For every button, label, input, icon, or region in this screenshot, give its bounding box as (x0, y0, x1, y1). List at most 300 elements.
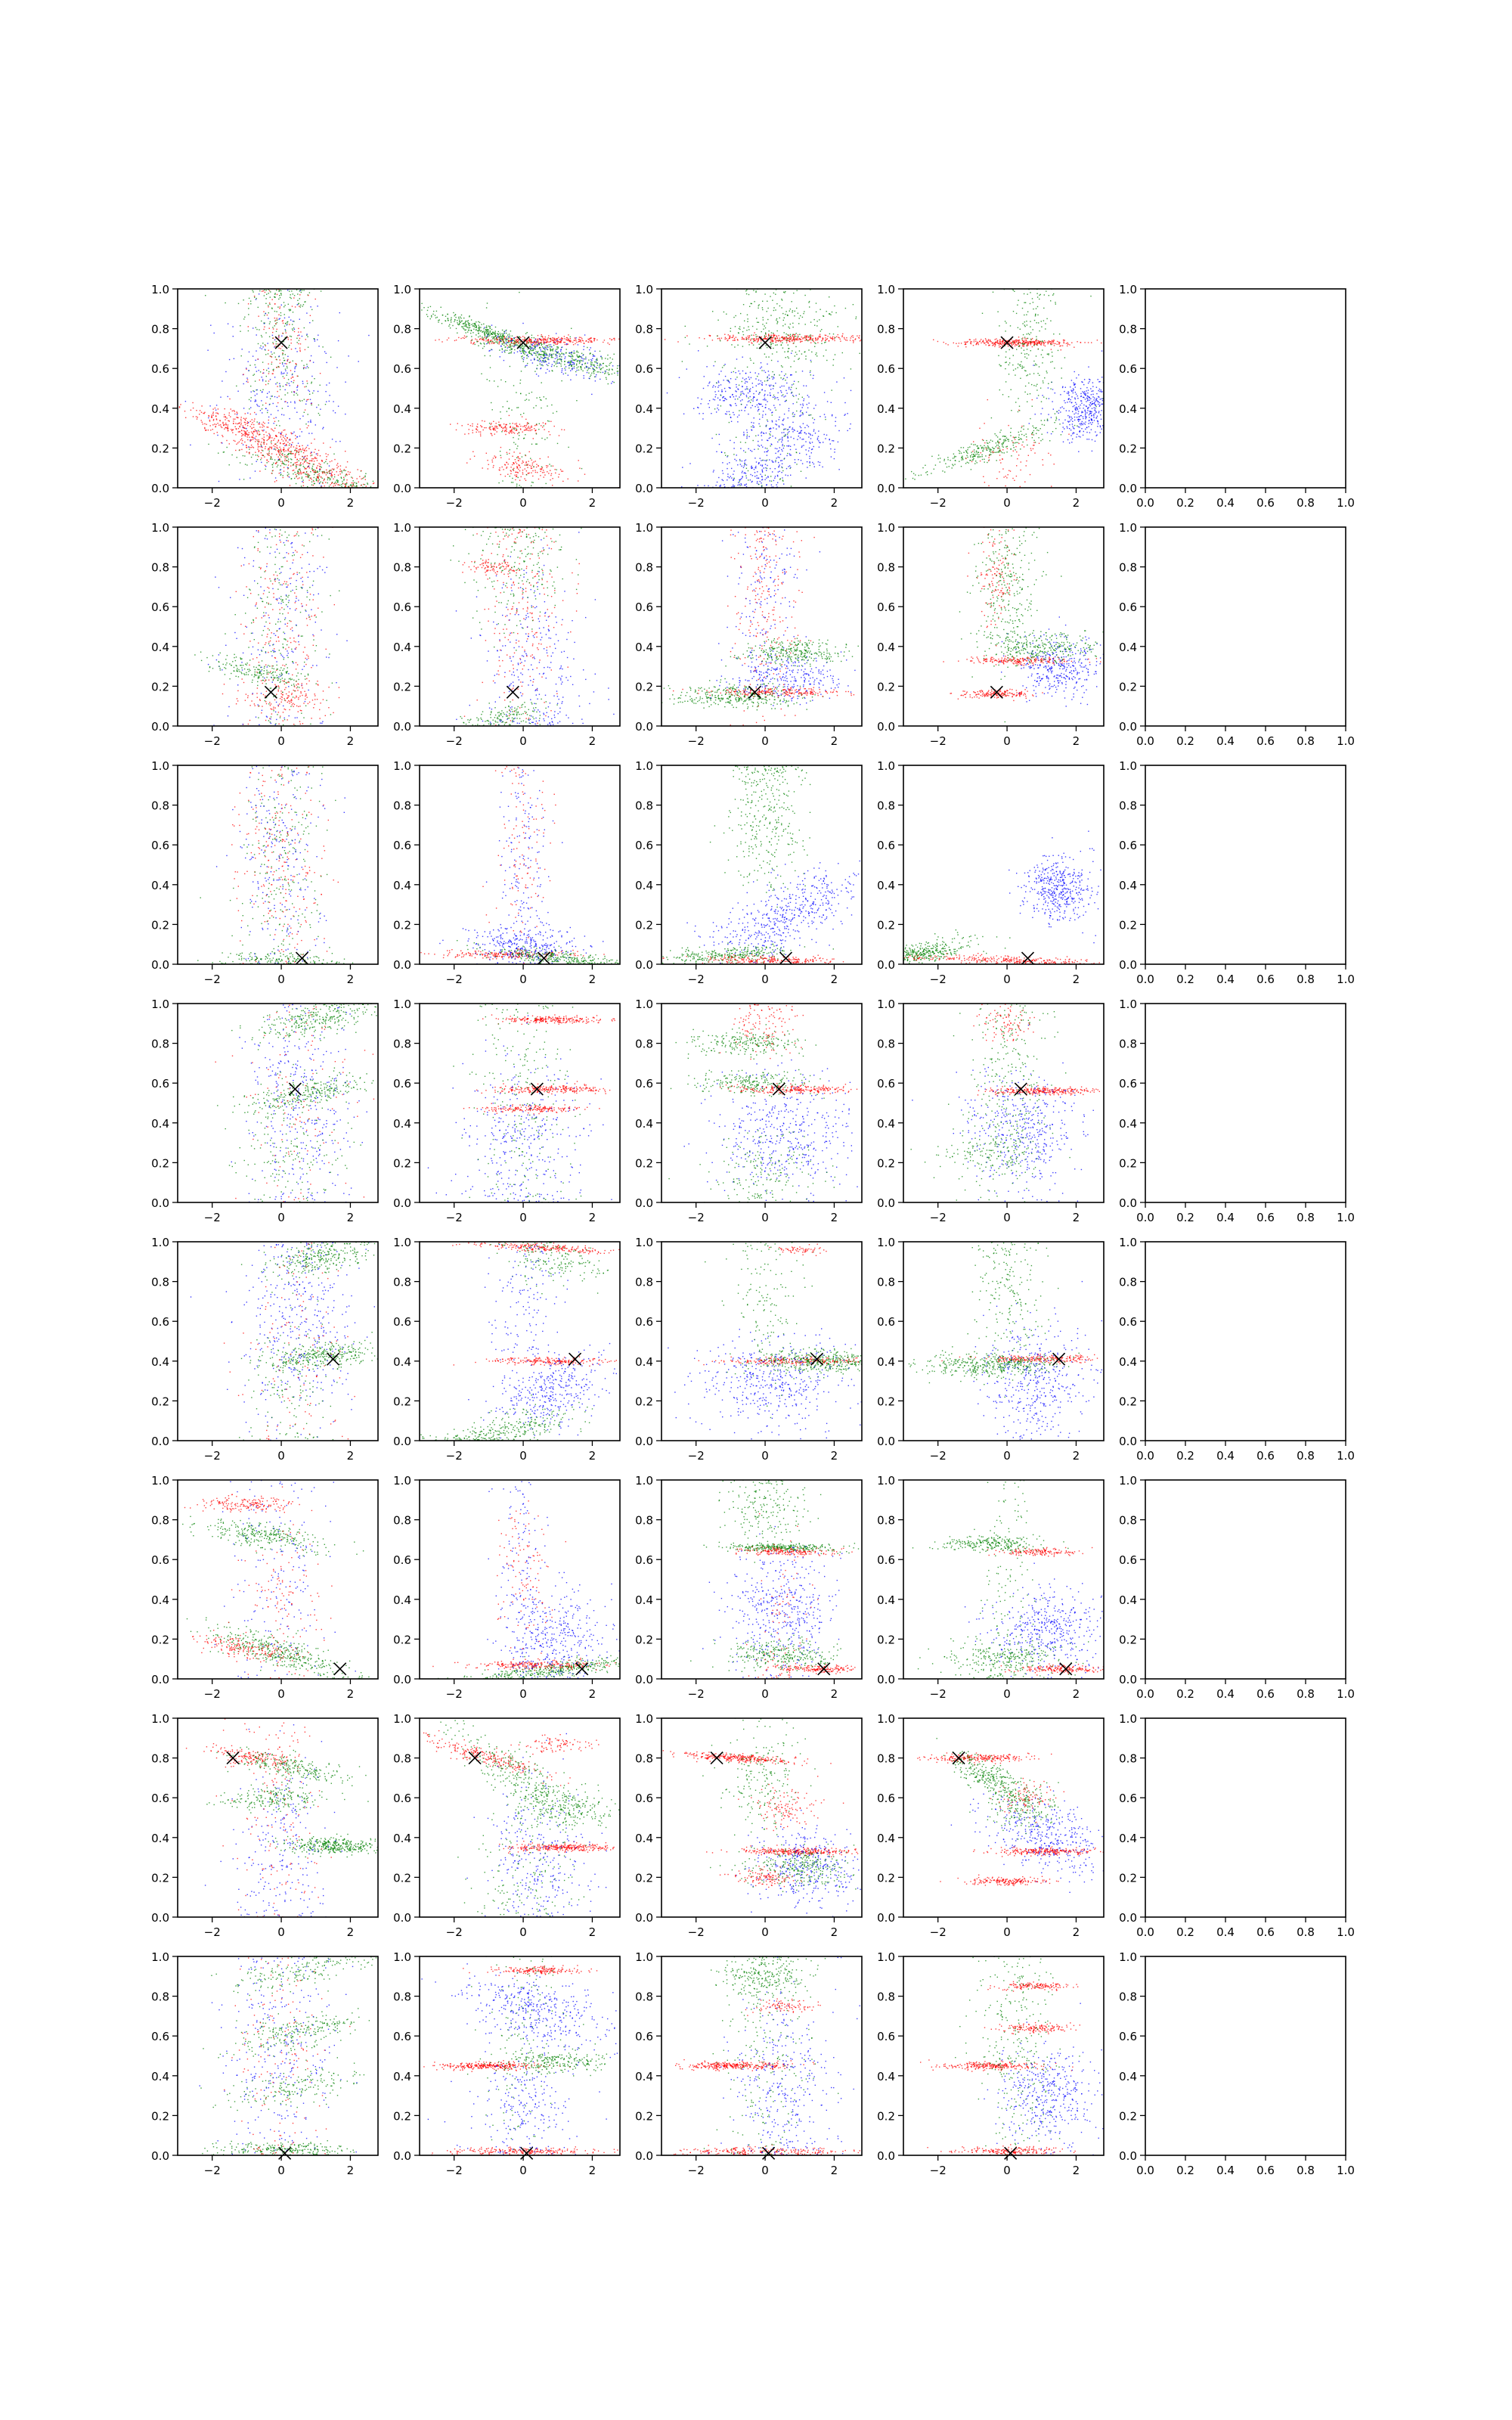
point-b (773, 377, 774, 378)
point-b (265, 408, 266, 409)
point-r (336, 467, 337, 468)
point-b (827, 401, 828, 402)
point-b (744, 463, 745, 464)
point-b (612, 381, 613, 382)
point-r (518, 340, 519, 341)
point-b (735, 403, 736, 404)
point-b (746, 395, 747, 396)
point-b (764, 451, 765, 452)
point-r (278, 452, 279, 453)
point-b (812, 448, 813, 449)
point-r (474, 456, 475, 457)
point-g (581, 356, 582, 357)
point-g (491, 334, 492, 335)
point-g (486, 333, 487, 334)
point-g (790, 366, 791, 367)
point-r (488, 464, 489, 465)
point-g (614, 373, 615, 374)
point-g (311, 309, 312, 310)
point-g (468, 324, 469, 325)
point-r (511, 338, 512, 339)
point-r (318, 450, 319, 451)
point-r (267, 453, 268, 454)
point-g (793, 334, 794, 335)
point-b (530, 348, 531, 349)
point-g (277, 460, 278, 461)
y-tick-label: 0.2 (151, 442, 169, 455)
point-r (734, 338, 735, 339)
point-r (251, 424, 252, 425)
point-r (303, 452, 304, 453)
point-b (817, 439, 818, 440)
point-g (842, 352, 843, 353)
point-g (557, 346, 558, 347)
point-g (781, 345, 782, 346)
point-b (788, 417, 789, 418)
point-g (782, 470, 783, 471)
point-g (794, 315, 795, 316)
point-r (339, 471, 340, 472)
point-r (516, 340, 517, 341)
point-g (296, 393, 297, 394)
point-g (325, 404, 326, 405)
point-r (185, 417, 186, 418)
point-g (495, 342, 496, 343)
point-g (265, 380, 266, 381)
point-b (506, 339, 507, 340)
point-b (329, 465, 330, 466)
point-g (497, 343, 498, 344)
point-b (807, 395, 808, 396)
point-b (771, 444, 772, 445)
point-b (272, 335, 273, 336)
point-r (770, 335, 771, 336)
point-g (472, 332, 473, 333)
point-b (743, 432, 744, 433)
point-b (781, 472, 782, 473)
y-tick-label: 0.0 (151, 482, 169, 495)
point-g (611, 362, 612, 363)
point-r (275, 449, 276, 450)
point-b (589, 349, 590, 350)
point-g (621, 383, 622, 384)
point-g (487, 379, 488, 380)
point-g (795, 346, 796, 347)
point-g (467, 331, 468, 332)
point-g (510, 330, 511, 331)
point-g (607, 358, 608, 359)
point-g (302, 479, 303, 480)
point-r (225, 427, 226, 428)
point-b (722, 479, 723, 480)
point-r (290, 446, 291, 447)
point-b (791, 392, 792, 393)
point-b (208, 417, 209, 418)
point-r (336, 464, 337, 465)
point-b (520, 348, 521, 349)
point-g (343, 470, 344, 471)
point-r (548, 457, 549, 458)
point-r (196, 416, 197, 417)
point-r (353, 482, 354, 483)
point-g (777, 330, 778, 331)
point-b (748, 448, 749, 449)
point-r (234, 419, 235, 420)
point-g (767, 319, 768, 320)
point-g (437, 317, 438, 318)
point-r (767, 337, 768, 338)
point-b (766, 477, 767, 478)
point-g (322, 478, 323, 479)
point-r (540, 469, 541, 470)
scatter-points (406, 292, 698, 489)
point-g (561, 365, 562, 366)
point-r (331, 474, 332, 475)
point-g (544, 346, 545, 347)
point-r (528, 426, 529, 427)
point-r (264, 440, 265, 441)
point-r (271, 356, 272, 357)
point-g (755, 290, 756, 291)
point-b (525, 365, 526, 366)
point-b (722, 470, 723, 471)
point-r (799, 338, 800, 339)
point-g (546, 354, 547, 355)
point-b (810, 360, 811, 361)
point-g (248, 330, 249, 331)
point-g (327, 463, 328, 464)
point-g (327, 479, 328, 480)
point-r (746, 338, 747, 339)
point-g (807, 340, 808, 341)
point-b (795, 449, 796, 450)
point-g (243, 318, 244, 319)
point-g (737, 345, 738, 346)
point-r (313, 485, 314, 486)
point-r (227, 428, 228, 429)
point-g (252, 290, 253, 291)
point-r (515, 475, 516, 476)
point-b (784, 375, 785, 376)
point-g (554, 365, 555, 366)
point-b (752, 401, 753, 402)
point-g (523, 413, 524, 414)
point-r (241, 449, 242, 450)
point-g (814, 325, 815, 326)
point-b (275, 417, 276, 418)
point-b (805, 441, 806, 442)
point-b (824, 434, 825, 435)
point-r (547, 341, 548, 342)
point-r (583, 340, 584, 341)
point-g (284, 326, 285, 327)
point-b (716, 451, 717, 452)
point-r (482, 467, 483, 468)
point-r (518, 464, 519, 465)
point-r (267, 459, 268, 460)
point-r (254, 431, 255, 432)
point-r (269, 328, 270, 329)
point-g (771, 481, 772, 482)
point-b (800, 404, 801, 405)
point-b (667, 392, 668, 393)
point-r (287, 337, 288, 338)
point-r (469, 458, 470, 459)
point-r (512, 464, 513, 465)
point-g (463, 328, 464, 329)
point-b (733, 396, 734, 397)
point-g (519, 343, 520, 344)
point-g (436, 311, 437, 312)
point-r (214, 433, 215, 434)
point-b (573, 362, 574, 363)
point-r (527, 467, 528, 468)
point-g (484, 333, 485, 334)
point-r (204, 412, 205, 413)
point-g (568, 447, 569, 448)
point-g (614, 354, 615, 355)
point-r (546, 465, 547, 466)
point-g (785, 311, 786, 312)
point-r (192, 402, 193, 403)
point-g (288, 304, 289, 305)
point-r (265, 446, 266, 447)
point-b (781, 449, 782, 450)
point-b (779, 386, 780, 387)
point-g (755, 334, 756, 335)
point-g (508, 353, 509, 354)
point-r (726, 338, 727, 339)
point-r (288, 464, 289, 465)
point-r (373, 482, 374, 483)
point-b (303, 457, 304, 458)
point-b (799, 453, 800, 454)
point-b (785, 429, 786, 430)
point-r (561, 429, 562, 430)
point-r (300, 351, 301, 352)
point-r (540, 339, 541, 340)
point-b (750, 479, 751, 480)
point-b (802, 463, 803, 464)
point-g (554, 361, 555, 362)
point-g (505, 338, 506, 339)
point-g (592, 354, 593, 355)
point-b (591, 394, 592, 395)
point-g (455, 317, 456, 318)
point-r (507, 474, 508, 475)
point-r (227, 427, 228, 428)
point-g (351, 476, 352, 477)
point-g (580, 360, 581, 361)
point-b (809, 462, 810, 463)
point-r (537, 472, 538, 473)
point-g (280, 312, 281, 313)
point-r (306, 450, 307, 451)
point-r (246, 451, 247, 452)
point-g (542, 346, 543, 347)
point-r (229, 443, 230, 444)
point-b (583, 349, 584, 350)
point-g (329, 478, 330, 479)
point-g (471, 319, 472, 320)
point-g (544, 439, 545, 440)
point-r (254, 418, 255, 419)
point-g (612, 358, 613, 359)
point-r (594, 338, 595, 339)
point-r (287, 450, 288, 451)
point-r (491, 426, 492, 427)
point-b (727, 476, 728, 477)
point-r (212, 424, 213, 425)
point-r (550, 338, 551, 339)
point-g (766, 356, 767, 357)
point-b (664, 401, 665, 402)
point-r (288, 449, 289, 450)
point-g (781, 365, 782, 366)
point-b (275, 477, 276, 478)
point-g (571, 356, 572, 357)
point-r (516, 466, 517, 467)
point-b (709, 407, 710, 408)
point-g (850, 368, 851, 369)
point-b (561, 359, 562, 360)
point-b (760, 481, 761, 482)
point-g (823, 355, 824, 356)
point-b (745, 460, 746, 461)
point-r (553, 341, 554, 342)
point-b (571, 360, 572, 361)
point-g (495, 330, 496, 331)
point-b (790, 467, 791, 468)
point-g (300, 305, 301, 306)
point-g (565, 373, 566, 374)
point-r (522, 432, 523, 433)
point-b (287, 356, 288, 357)
point-r (725, 337, 726, 338)
point-r (561, 340, 562, 341)
point-b (302, 416, 303, 417)
point-r (732, 337, 733, 338)
point-b (693, 408, 694, 409)
point-g (731, 344, 732, 345)
point-r (458, 337, 459, 338)
point-r (326, 474, 327, 475)
point-g (761, 370, 762, 371)
point-b (311, 451, 312, 452)
point-r (552, 337, 553, 338)
point-b (703, 388, 704, 389)
point-r (306, 447, 307, 448)
point-r (252, 446, 253, 447)
point-g (756, 329, 757, 330)
point-g (300, 470, 301, 471)
point-g (547, 365, 548, 366)
point-g (285, 330, 286, 331)
point-b (220, 397, 221, 398)
point-g (717, 320, 718, 321)
point-g (452, 325, 453, 326)
point-r (484, 337, 485, 338)
point-r (532, 463, 533, 464)
point-g (788, 351, 789, 352)
point-b (255, 470, 256, 471)
point-g (537, 365, 538, 366)
point-g (790, 334, 791, 335)
point-g (482, 338, 483, 339)
point-r (550, 475, 551, 476)
point-g (576, 364, 577, 365)
point-g (341, 484, 342, 485)
point-g (503, 345, 504, 346)
point-g (557, 443, 558, 444)
point-b (764, 398, 765, 399)
point-b (577, 370, 578, 371)
point-b (718, 385, 719, 386)
point-b (800, 437, 801, 438)
point-b (775, 438, 776, 439)
point-r (532, 464, 533, 465)
point-b (757, 482, 758, 483)
point-r (196, 410, 197, 411)
point-r (853, 340, 854, 341)
point-g (257, 459, 258, 460)
point-r (466, 462, 467, 463)
point-b (335, 412, 336, 413)
point-r (225, 423, 226, 424)
point-r (562, 471, 563, 472)
point-r (505, 424, 506, 425)
point-b (545, 372, 546, 373)
point-g (564, 364, 565, 365)
point-g (518, 407, 519, 408)
point-b (716, 485, 717, 486)
point-g (649, 379, 650, 380)
point-b (552, 364, 553, 365)
point-g (489, 423, 490, 424)
point-g (580, 361, 581, 362)
point-r (300, 331, 301, 332)
point-g (598, 371, 599, 372)
point-r (215, 424, 216, 425)
point-g (488, 333, 489, 334)
point-r (281, 432, 282, 433)
point-r (352, 478, 353, 479)
point-b (745, 373, 746, 374)
point-r (322, 482, 323, 483)
point-b (585, 358, 586, 359)
point-b (806, 477, 807, 478)
point-g (287, 321, 288, 322)
point-r (548, 431, 549, 432)
point-g (341, 477, 342, 478)
point-r (274, 303, 275, 304)
point-r (667, 340, 668, 341)
point-r (541, 468, 542, 469)
point-b (721, 452, 722, 453)
point-r (278, 336, 279, 337)
point-r (252, 428, 253, 429)
point-r (478, 341, 479, 342)
point-b (783, 432, 784, 433)
point-b (746, 477, 747, 478)
point-g (541, 357, 542, 358)
point-r (245, 424, 246, 425)
point-b (819, 465, 820, 466)
point-g (772, 353, 773, 354)
point-r (243, 418, 244, 419)
point-g (494, 332, 495, 333)
point-g (765, 332, 766, 333)
